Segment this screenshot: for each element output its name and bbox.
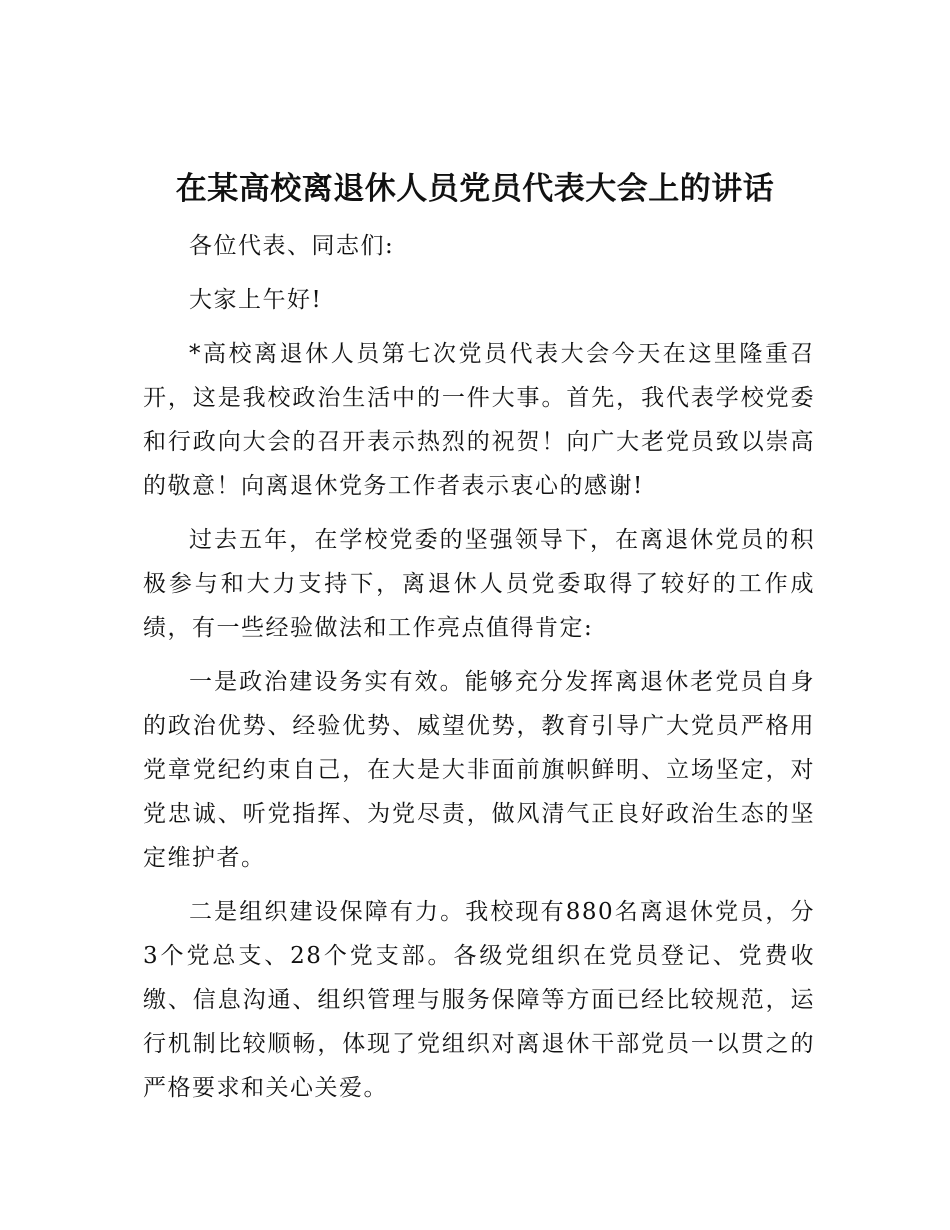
greeting-paragraph: 大家上午好! [189,287,323,313]
achievements-intro-paragraph: 过去五年，在学校党委的坚强领导下，在离退休党员的积极参与和大力支持下，离退休人员党委取得了较好的工作成绩，有一些经验做法和工作亮点值得肯定: [143,527,815,641]
political-building-paragraph: 一是政治建设务实有效。能够充分发挥离退休老党员自身的政治优势、经验优势、威望优势，教育引导广大党员严格用党章党纪约束自己，在大是大非面前旗帜鲜明、立场坚定，对党忠诚、听党指挥、为党尽责，做风清气正良好政治生态的坚定维护者。 [143,669,815,871]
salutation-paragraph: 各位代表、同志们: [189,233,395,259]
document-body [143,224,815,1120]
organization-building-paragraph: 二是组织建设保障有力。我校现有880名离退休党员，分3个党总支、28个党支部。各级党组织在党员登记、党费收缴、信息沟通、组织管理与服务保障等方面已经比较规范，运行机制比较顺畅，体现了党组织对离退休干部党员一以贯之的严格要求和关心关爱。 [143,899,815,1101]
document-title: 在某高校离退休人员党员代表大会上的讲话 [175,171,775,207]
opening-paragraph: *高校离退休人员第七次党员代表大会今天在这里隆重召开，这是我校政治生活中的一件大事。首先，我代表学校党委和行政向大会的召开表示热烈的祝贺！向广大老党员致以崇高的敬意！向离退休党务工作者表示衷心的感谢! [143,341,815,499]
